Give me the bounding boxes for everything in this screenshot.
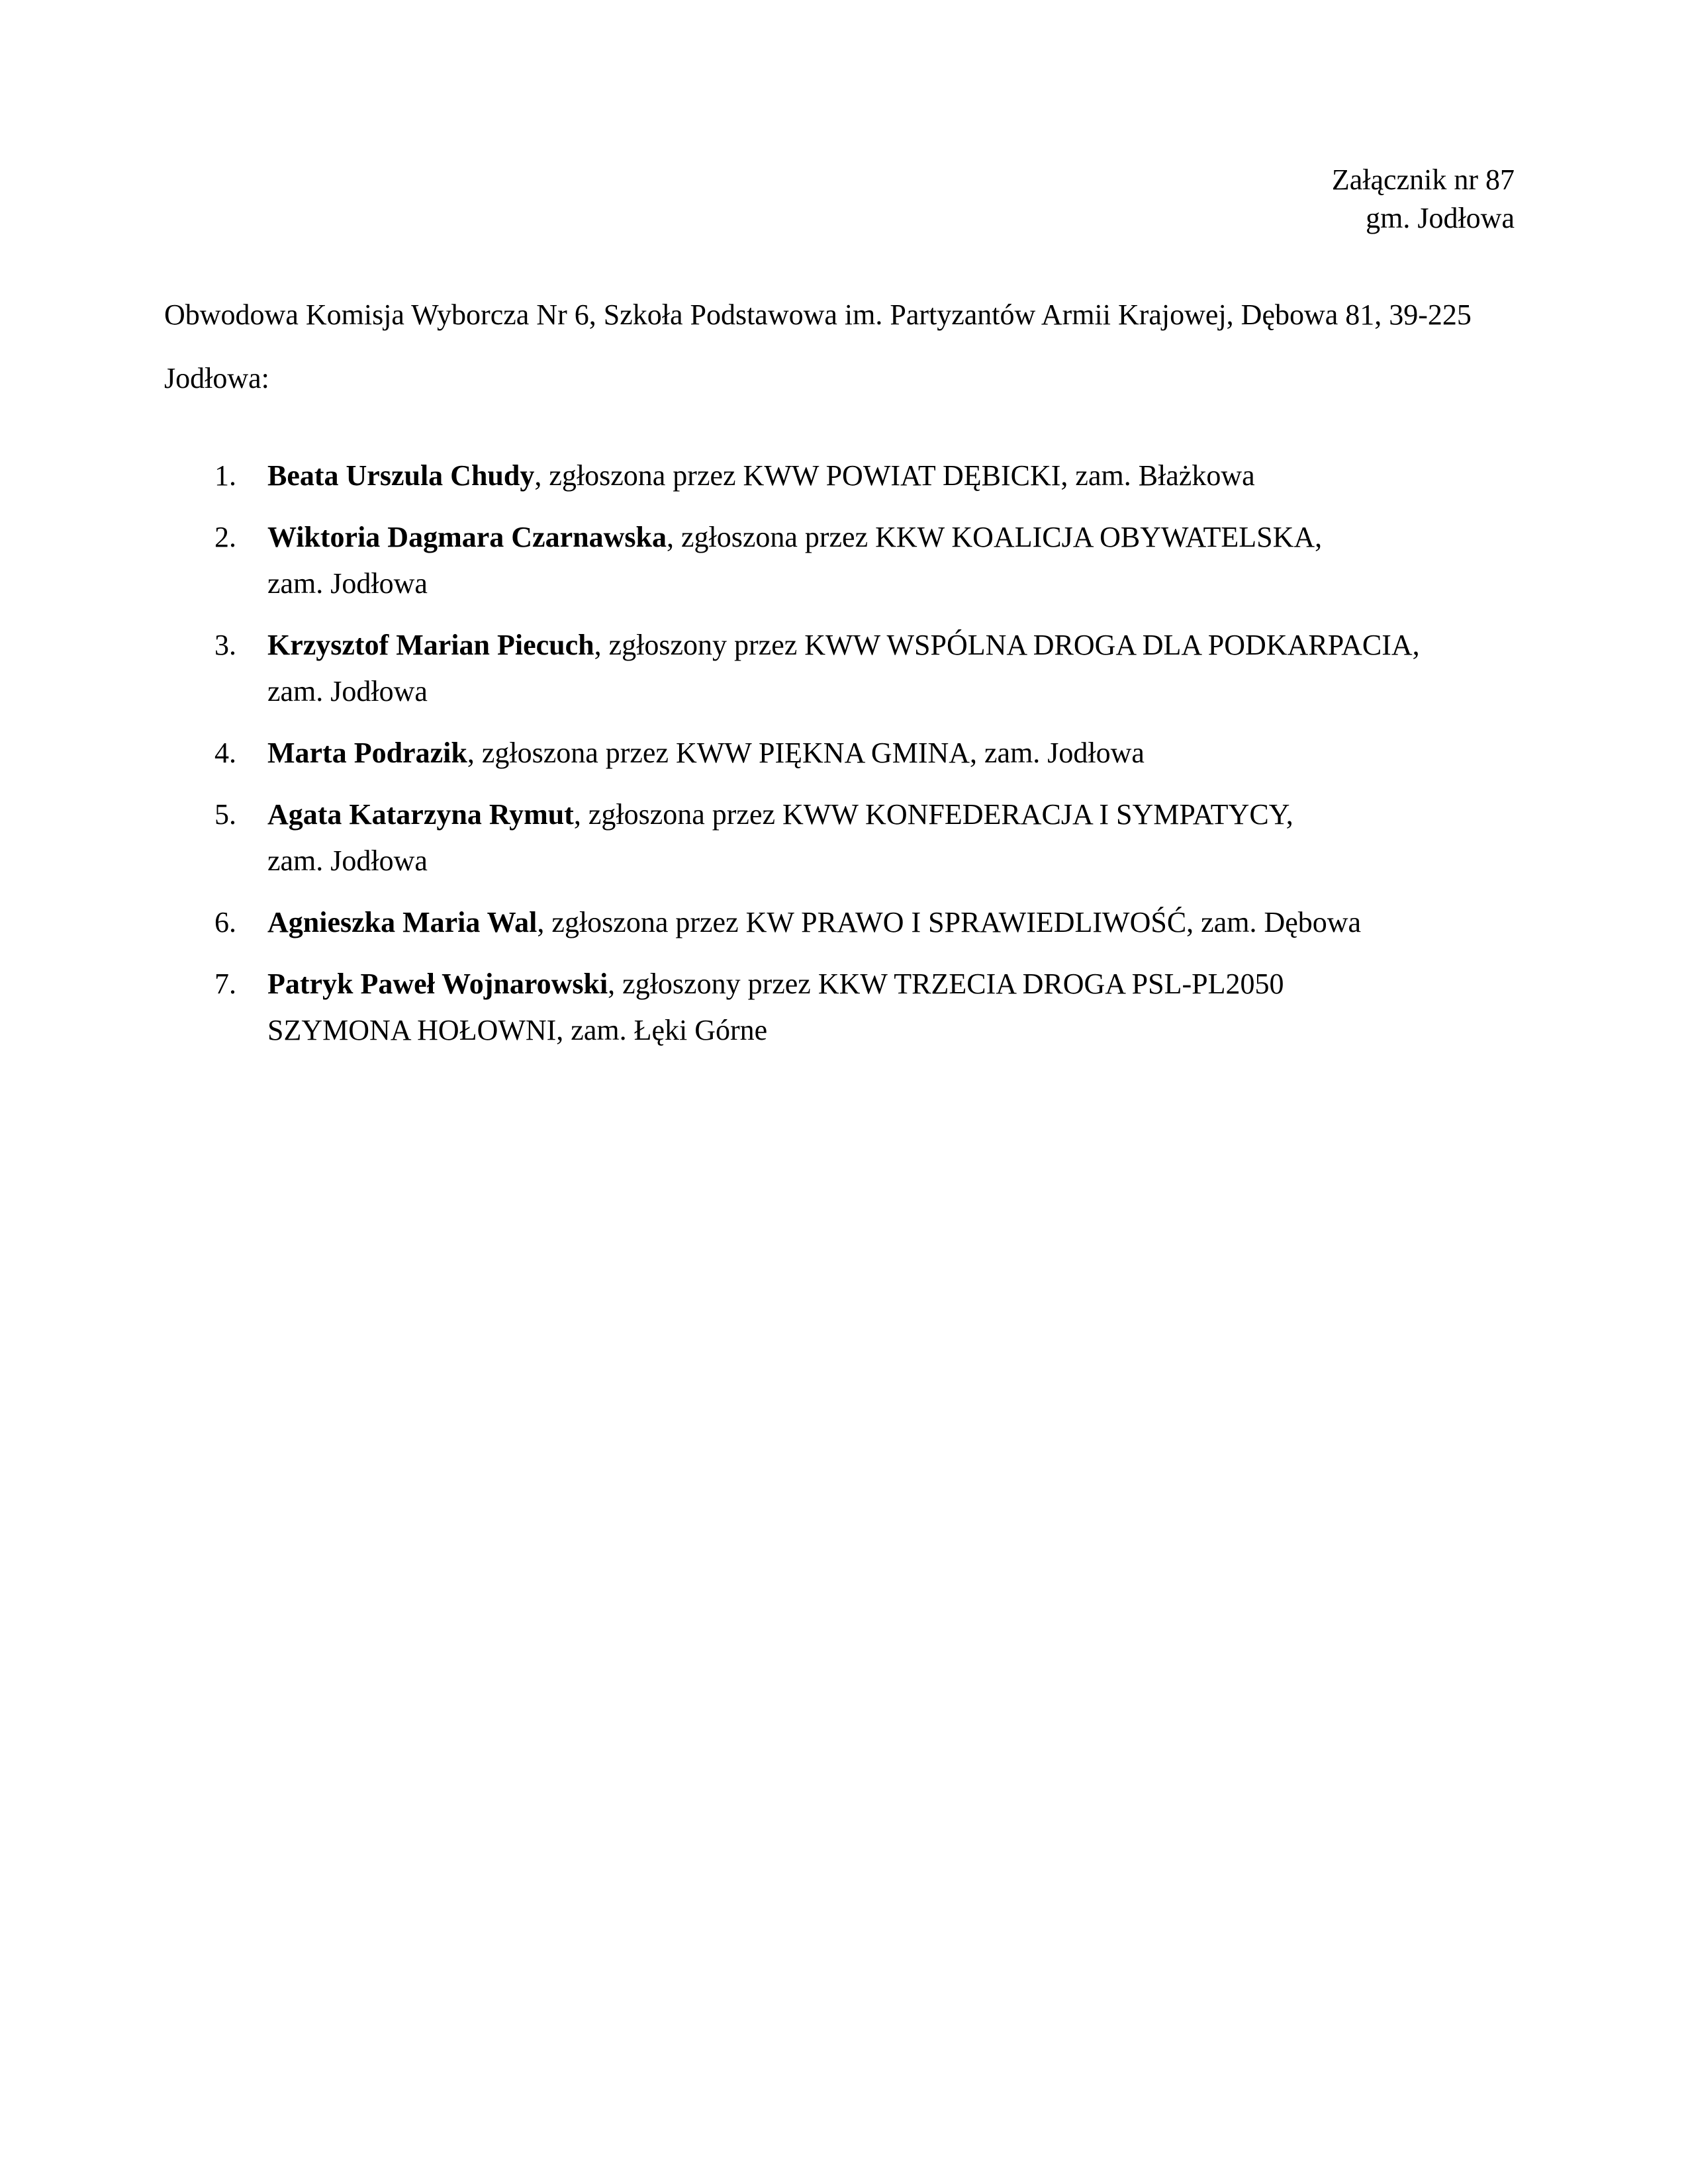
item-number: 6.	[214, 906, 236, 938]
candidate-line-2: SZYMONA HOŁOWNI, zam. Łęki Górne	[267, 1014, 768, 1046]
candidate-name: Beata Urszula Chudy	[267, 459, 535, 492]
candidate-details: , zgłoszona przez KWW POWIAT DĘBICKI, zam. Błażkowa	[534, 459, 1255, 492]
candidate-name: Wiktoria Dagmara Czarnawska	[267, 521, 667, 553]
commission-description: Obwodowa Komisja Wyborcza Nr 6, Szkoła Podstawowa im. Partyzantów Armii Krajowej, Dębowa 81, 39-225 Jodłowa:	[164, 298, 1472, 394]
item-number: 7.	[214, 968, 236, 1000]
candidate-name: Marta Podrazik	[267, 737, 467, 769]
candidate-details: , zgłoszona przez KWW PIĘKNA GMINA, zam. Jodłowa	[467, 737, 1145, 769]
candidate-line-1	[267, 730, 1528, 776]
candidate-details: , zgłoszony przez KWW WSPÓLNA DROGA DLA PODKARPACIA,	[594, 629, 1420, 661]
document-header	[1332, 161, 1515, 238]
candidate-line-1	[267, 453, 1528, 499]
list-item	[164, 899, 1528, 946]
candidate-line-1	[267, 514, 1528, 561]
item-number: 3.	[214, 629, 236, 661]
item-number: 1.	[214, 459, 236, 492]
item-number: 5.	[214, 798, 236, 831]
candidate-name: Krzysztof Marian Piecuch	[267, 629, 594, 661]
candidate-name: Agata Katarzyna Rymut	[267, 798, 574, 831]
candidate-line-1	[267, 622, 1528, 668]
candidate-line-2: zam. Jodłowa	[267, 567, 428, 600]
candidate-details: , zgłoszony przez KKW TRZECIA DROGA PSL-PL2050	[608, 968, 1284, 1000]
item-number: 2.	[214, 521, 236, 553]
candidate-name: Agnieszka Maria Wal	[267, 906, 538, 938]
candidate-details: , zgłoszona przez KWW KONFEDERACJA I SYMPATYCY,	[573, 798, 1293, 831]
candidate-line-2: zam. Jodłowa	[267, 844, 428, 877]
list-item	[164, 961, 1528, 1054]
candidate-name: Patryk Paweł Wojnarowski	[267, 968, 608, 1000]
municipality-name: gm. Jodłowa	[1366, 202, 1515, 234]
attachment-number: Załącznik nr 87	[1331, 163, 1515, 196]
candidate-line-1	[267, 899, 1528, 946]
list-item	[164, 453, 1528, 499]
candidate-details: , zgłoszona przez KKW KOALICJA OBYWATELSKA,	[666, 521, 1323, 553]
candidate-details: , zgłoszona przez KW PRAWO I SPRAWIEDLIWOŚĆ, zam. Dębowa	[537, 906, 1362, 938]
list-item	[164, 514, 1528, 607]
candidate-line-2: zam. Jodłowa	[267, 675, 428, 707]
candidate-line-1	[267, 792, 1528, 838]
item-number: 4.	[214, 737, 236, 769]
list-item	[164, 730, 1528, 776]
list-item	[164, 622, 1528, 715]
candidate-line-1	[267, 961, 1528, 1007]
candidate-list	[164, 453, 1528, 1069]
list-item	[164, 792, 1528, 884]
